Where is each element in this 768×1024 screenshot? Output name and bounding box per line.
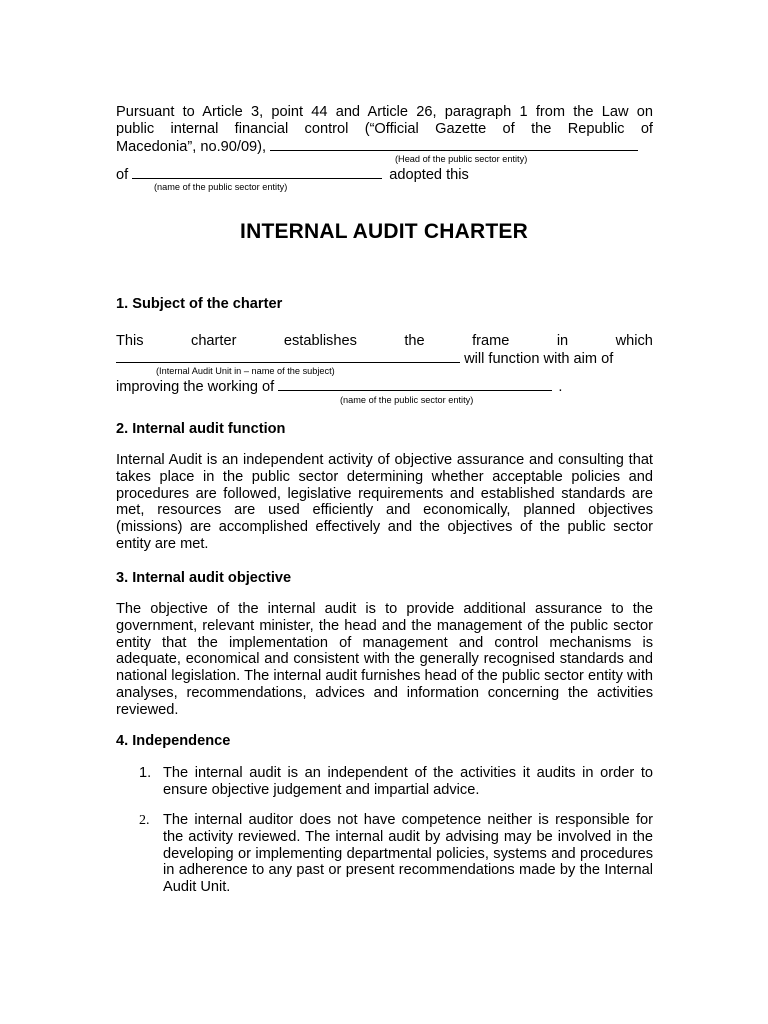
section-3-heading: 3. Internal audit objective: [116, 570, 292, 586]
entity-caption: (name of the public sector entity): [340, 395, 474, 405]
section-1-heading: 1. Subject of the charter: [116, 296, 283, 312]
will-function-text: will function with aim of: [464, 351, 614, 367]
word: the: [404, 333, 425, 349]
entity-name-blank[interactable]: [132, 166, 382, 179]
list-item-text: The internal auditor does not have competence neither is responsible for the activity reviewed. The internal audit by advising may be involved in the developing or implementing departmental policies, systems and procedures in adherence to any past or present recommendations made by the Internal Audit Unit.: [163, 812, 653, 896]
head-of-entity-blank[interactable]: [270, 138, 638, 151]
preamble-line-3: [116, 138, 638, 156]
word: This: [116, 333, 144, 349]
section-4-heading: 4. Independence: [116, 733, 231, 749]
word: charter: [191, 333, 237, 349]
adopted-label: adopted this: [389, 167, 469, 183]
section-3-body: The objective of the internal audit is to provide additional assurance to the government, relevant minister, the head and the management of the public sector entity that the implementation of management and control mechanisms is adequate, economical and consistent with the generally recognised standards and national legislation. The internal audit furnishes head of the public sector entity with analyses, recommendations, advices and information concerning the activities reviewed.: [116, 601, 653, 718]
document-title: INTERNAL AUDIT CHARTER: [240, 220, 528, 243]
list-item-text: The internal audit is an independent of the activities it audits in order to ensure objective judgement and impartial advice.: [163, 765, 653, 798]
preamble-line-2: public internal financial control (“Official Gazette of the Republic of: [116, 121, 653, 137]
unit-caption: (Internal Audit Unit in – name of the subject): [156, 366, 335, 376]
word: frame: [472, 333, 510, 349]
section-2-heading: 2. Internal audit function: [116, 421, 286, 437]
section-2-body: Internal Audit is an independent activity of objective assurance and consulting that takes place in the public sector determining whether acceptable policies and procedures are followed, legislative requirements and established standards are met, resources are used efficiently and economically, planned objectives (missions) are accomplished effectively and the objectives of the public sector entity are met.: [116, 452, 653, 552]
list-item-number: 2.: [139, 813, 150, 828]
section-1-line-3: [116, 378, 562, 396]
word: which: [615, 333, 653, 349]
internal-audit-unit-blank[interactable]: [116, 350, 460, 363]
word: in: [556, 333, 569, 349]
list-item-number: 1.: [139, 765, 152, 781]
preamble-gazette-text: Macedonia”, no.90/09),: [116, 139, 267, 155]
improving-label: improving the working of: [116, 379, 275, 395]
section-1-line-1: [116, 333, 653, 350]
period: .: [558, 379, 563, 395]
preamble-line-1: Pursuant to Article 3, point 44 and Article 26, paragraph 1 from the Law on: [116, 104, 653, 120]
head-caption: (Head of the public sector entity): [395, 154, 528, 164]
of-label: of: [116, 167, 129, 183]
improving-entity-blank[interactable]: [278, 378, 552, 391]
name-caption: (name of the public sector entity): [154, 182, 288, 192]
word: establishes: [283, 333, 357, 349]
